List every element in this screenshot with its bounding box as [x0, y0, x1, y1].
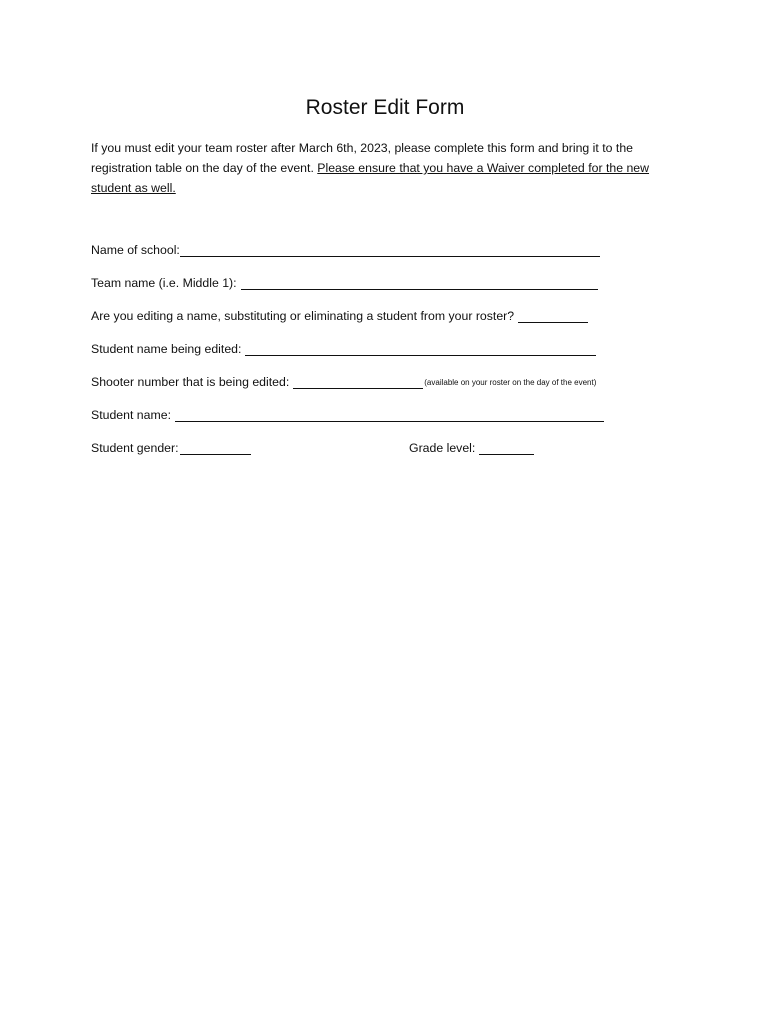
- grade-level-blank-line[interactable]: [479, 440, 534, 455]
- grade-level-label: Grade level:: [409, 441, 476, 455]
- shooter-number-field: [91, 372, 596, 390]
- edited-name-field: [91, 339, 596, 357]
- edit-type-field: [91, 306, 588, 324]
- shooter-number-label: Shooter number that is being edited:: [91, 375, 290, 389]
- student-gender-blank-line[interactable]: [180, 440, 251, 455]
- school-blank-line[interactable]: [180, 242, 600, 257]
- waiver-notice: Please ensure that you have a Waiver completed for the new student as well.: [91, 161, 650, 195]
- edited-name-label: Student name being edited:: [91, 342, 242, 356]
- student-name-field: [91, 405, 604, 423]
- student-gender-field: [91, 438, 251, 456]
- student-name-blank-line[interactable]: [175, 407, 604, 422]
- edit-type-blank-line[interactable]: [518, 308, 588, 323]
- school-field: [91, 240, 600, 258]
- student-gender-label: Student gender:: [91, 441, 179, 455]
- shooter-number-blank-line[interactable]: [293, 374, 423, 389]
- team-label: Team name (i.e. Middle 1):: [91, 276, 237, 290]
- grade-level-field: [409, 438, 534, 456]
- intro-text: If you must edit your team roster after March 6th, 2023, please complete this form and bring it to the registration table on the day of the event.: [91, 141, 634, 175]
- shooter-number-note: (available on your roster on the day of the event): [424, 378, 597, 387]
- team-blank-line[interactable]: [241, 275, 598, 290]
- page-title: Roster Edit Form: [305, 96, 465, 119]
- school-label: Name of school:: [91, 243, 180, 257]
- edit-type-label: Are you editing a name, substituting or eliminating a student from your roster?: [91, 309, 515, 323]
- team-field: [91, 273, 598, 291]
- student-name-label: Student name:: [91, 408, 171, 422]
- intro-paragraph: [91, 138, 681, 198]
- edited-name-blank-line[interactable]: [245, 341, 596, 356]
